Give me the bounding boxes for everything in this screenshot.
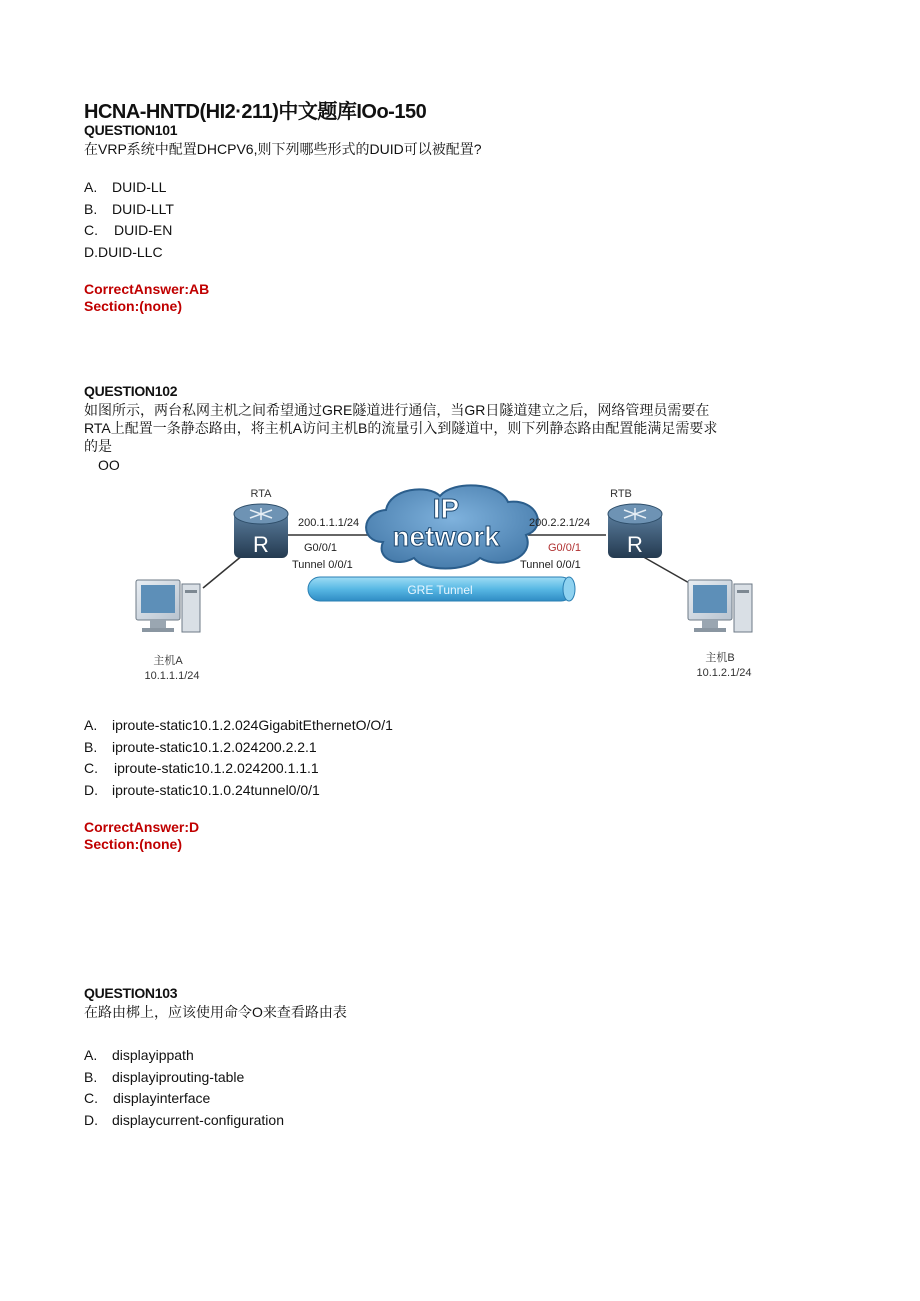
option-label: C. [84, 760, 98, 776]
option-label: A. [84, 1047, 98, 1063]
q102-option-b [84, 739, 317, 755]
router-rta [234, 488, 288, 558]
rta-interface-label: G0/0/1 [304, 542, 338, 554]
question-102-text-line-4: OO [98, 457, 120, 473]
q101-option-a [84, 179, 166, 195]
q101-option-d [84, 244, 163, 260]
option-label: B. [84, 739, 98, 755]
cloud-label-network: network [392, 521, 500, 552]
host-b-computer-icon [688, 580, 752, 632]
option-label: C. [84, 222, 98, 238]
question-102-text-line-3: 的是 [84, 438, 112, 454]
option-text: iproute-static10.1.2.024GigabitEthernetO/O/1 [112, 717, 393, 733]
option-text: DUID-EN [114, 222, 173, 238]
rta-label: RTA [250, 488, 272, 500]
option-text: iproute-static10.1.2.024200.2.2.1 [112, 739, 317, 755]
question-101-heading: QUESTION101 [84, 122, 178, 138]
option-label: C. [84, 1090, 98, 1106]
option-label: D. [84, 1112, 98, 1128]
option-label: B. [84, 1069, 98, 1085]
q103-option-d [84, 1112, 284, 1128]
cloud-label-ip: IP [432, 493, 460, 524]
rta-ip-label: 200.1.1.1/24 [298, 517, 360, 529]
q103-option-c [84, 1090, 210, 1106]
option-text: DUID-LLT [112, 201, 174, 217]
q102-option-c [84, 760, 319, 776]
link-rta-host-a [203, 555, 243, 588]
option-text: displaycurrent-configuration [112, 1112, 284, 1128]
option-text: DUID-LL [112, 179, 167, 195]
rtb-router-letter: R [627, 532, 643, 557]
question-103-text: 在路由梆上，应该使用命令O来查看路由表 [84, 1004, 347, 1020]
router-rtb [608, 488, 662, 558]
question-102-text-line-2: RTA上配置一条静态路由，将主机A访问主机B的流量引入到隧道中，则下列静态路由配置能满足需要求 [84, 420, 718, 436]
rta-router-letter: R [253, 532, 269, 557]
gre-tunnel [308, 577, 575, 601]
q101-option-b [84, 201, 174, 217]
option-text: iproute-static10.1.2.024200.1.1.1 [114, 760, 319, 776]
q101-correct-answer: CorrectAnswer:AB [84, 281, 210, 297]
option-text: D.DUID-LLC [84, 244, 163, 260]
gre-tunnel-label: GRE Tunnel [407, 583, 473, 597]
option-text: displayiprouting-table [112, 1069, 245, 1085]
host-a-name: 主机A [153, 655, 183, 667]
option-text: iproute-static10.1.0.24tunnel0/0/1 [112, 782, 320, 798]
q103-option-a [84, 1047, 194, 1063]
option-label: A. [84, 179, 98, 195]
option-text: displayinterface [113, 1090, 211, 1106]
question-102-text-line-1: 如图所示，两台私网主机之间希望通过GRE隧道进行通信，当GR日隧道建立之后，网络管理员需要在 [84, 402, 710, 418]
option-label: B. [84, 201, 98, 217]
question-103-heading: QUESTION103 [84, 985, 178, 1001]
option-text: displayippath [112, 1047, 194, 1063]
option-label: A. [84, 717, 98, 733]
option-label: D. [84, 782, 98, 798]
q101-section: Section:(none) [84, 298, 182, 314]
q102-correct-answer: CorrectAnswer:D [84, 819, 200, 835]
rta-tunnel-label: Tunnel 0/0/1 [292, 559, 353, 571]
question-102-heading: QUESTION102 [84, 383, 178, 399]
q102-section: Section:(none) [84, 836, 182, 852]
ip-network-cloud [366, 485, 538, 568]
host-a-ip: 10.1.1.1/24 [144, 670, 200, 682]
q102-option-a [84, 717, 393, 733]
rtb-ip-label: 200.2.2.1/24 [529, 517, 591, 529]
q103-option-b [84, 1069, 244, 1085]
q102-option-d [84, 782, 320, 798]
host-b-name: 主机B [705, 652, 735, 664]
question-101-text: 在VRP系统中配置DHCPV6,则下列哪些形式的DUID可以被配置? [84, 141, 482, 157]
rtb-interface-label: G0/0/1 [548, 542, 582, 554]
document-title: HCNA-HNTD(HI2·211)中文题库IOo-150 [84, 101, 427, 123]
host-b-ip: 10.1.2.1/24 [696, 667, 752, 679]
gre-network-diagram [128, 480, 768, 690]
rtb-tunnel-label: Tunnel 0/0/1 [520, 559, 581, 571]
q101-option-c [84, 222, 172, 238]
rtb-label: RTB [610, 488, 632, 500]
host-a-computer-icon [136, 580, 200, 632]
